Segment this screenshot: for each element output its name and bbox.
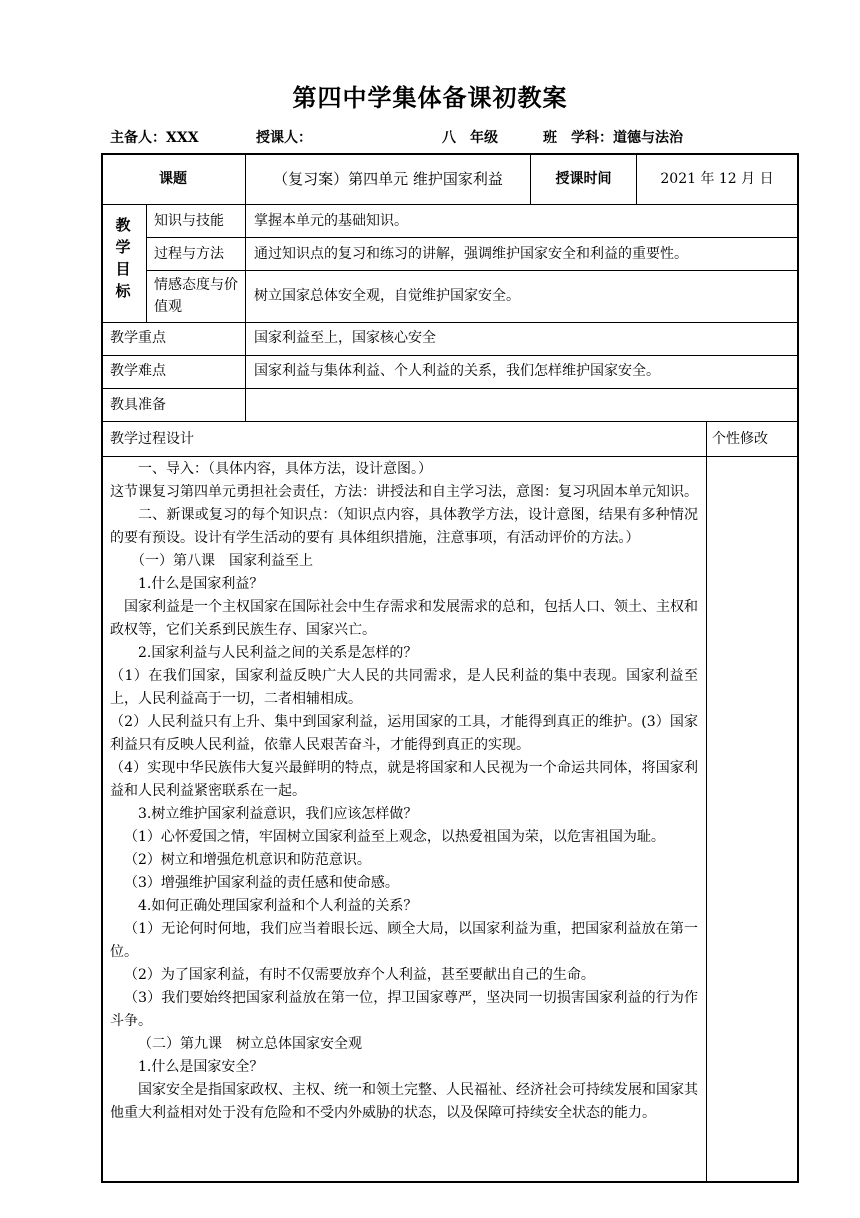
- subject-label: 班 学科：道德与法治: [543, 130, 683, 146]
- paragraph-intro-heading: 一、导入：（具体内容，具体方法，设计意图。）: [138, 461, 432, 477]
- paragraph-a3-1: （1）心怀爱国之情，牢固树立国家利益至上观念，以热爱祖国为荣，以危害祖国为耻。: [124, 829, 665, 845]
- paragraph-intro-text: 这节课复习第四单元勇担社会责任，方法：讲授法和自主学习法，意图：复习巩固本单元知识。: [110, 484, 698, 500]
- objectives-char-3: 目: [115, 260, 131, 278]
- knowledge-skill-value: 掌握本单元的基础知识。: [254, 213, 408, 229]
- process-body: [110, 458, 698, 1125]
- objectives-char-4: 标: [115, 282, 131, 300]
- paragraph-q4: 4.如何正确处理国家利益和个人利益的关系？: [138, 898, 418, 914]
- objectives-char-1: 教: [115, 216, 131, 234]
- paragraph-a1: 国家利益是一个主权国家在国际社会中生存需求和发展需求的总和，包括人口、领土、主权和政权等，它们关系到民族生存、国家兴亡。: [110, 599, 698, 638]
- teaching-difficulty-value: 国家利益与集体利益、个人利益的关系，我们怎样维护国家安全。: [254, 363, 660, 379]
- process-method-label: 过程与方法: [154, 246, 224, 262]
- paragraph-a5: 国家安全是指国家政权、主权、统一和领土完整、人民福祉、经济社会可持续发展和国家其他重大利益相对处于没有危险和不受内外威胁的状态，以及保障可持续安全状态的能力。: [110, 1082, 698, 1121]
- paragraph-a2-2: （2）人民利益只有上升、集中到国家利益，运用国家的工具，才能得到真正的维护。(3）国家利益只有反映人民利益，依靠人民艰苦奋斗，才能得到真正的实现。: [110, 714, 698, 753]
- teaching-focus-value: 国家利益至上，国家核心安全: [254, 330, 436, 346]
- teacher-label: 授课人：: [256, 130, 312, 146]
- personal-modify-label: 个性修改: [712, 431, 768, 447]
- page-title: 第四中学集体备课初教案: [292, 84, 568, 112]
- time-label: 授课时间: [555, 171, 612, 187]
- knowledge-skill-label: 知识与技能: [154, 213, 224, 229]
- paragraph-a4-1: （1）无论何时何地，我们应当着眼长远、顾全大局，以国家利益为重，把国家利益放在第一位。: [110, 921, 698, 960]
- paragraph-q3: 3.树立维护国家利益意识，我们应该怎样做？: [138, 806, 418, 822]
- teaching-difficulty-label: 教学难点: [110, 363, 166, 379]
- topic-value: （复习案）第四单元 维护国家利益: [273, 170, 503, 188]
- paragraph-q5: 1.什么是国家安全？: [138, 1059, 264, 1075]
- paragraph-a3-2: （2）树立和增强危机意识和防范意识。: [124, 852, 371, 868]
- paragraph-a2-4: （4）实现中华民族伟大复兴最鲜明的特点，就是将国家和人民视为一个命运共同体，将国家利益和人民利益紧密联系在一起。: [110, 760, 698, 799]
- paragraph-lesson9-title: （二）第九课 树立总体国家安全观: [138, 1036, 362, 1052]
- process-method-value: 通过知识点的复习和练习的讲解，强调维护国家安全和利益的重要性。: [254, 246, 688, 262]
- topic-label: 课题: [159, 171, 187, 187]
- emotion-attitude-label: 情感态度与价值观: [154, 277, 238, 315]
- paragraph-a2-1: （1）在我们国家，国家利益反映广大人民的共同需求，是人民利益的集中表现。国家利益至上，人民利益高于一切，二者相辅相成。: [110, 668, 698, 707]
- objectives-char-2: 学: [115, 238, 131, 256]
- paragraph-new-lesson-heading: 二、新课或复习的每个知识点：（知识点内容，具体教学方法，设计意图，结果有多种情况的要有预设。设计有学生活动的要有 具体组织措施，注意事项，有活动评价的方法。）: [110, 507, 698, 546]
- paragraph-lesson8-title: （一）第八课 国家利益至上: [131, 553, 313, 569]
- process-design-label: 教学过程设计: [110, 431, 194, 447]
- paragraph-a3-3: （3）增强维护国家利益的责任感和使命感。: [124, 875, 399, 891]
- paragraph-q2: 2.国家利益与人民利益之间的关系是怎样的？: [138, 645, 418, 661]
- paragraph-q1: 1.什么是国家利益？: [138, 576, 264, 592]
- paragraph-a4-3: （3）我们要始终把国家利益放在第一位，捍卫国家尊严，坚决同一切损害国家利益的行为作斗争。: [110, 990, 698, 1029]
- teaching-aids-label: 教具准备: [110, 397, 166, 413]
- preparer-label: 主备人：XXX: [110, 130, 199, 146]
- objectives-vertical-label: [103, 214, 143, 302]
- time-value: 2021 年 12 月 日: [660, 171, 774, 187]
- teaching-focus-label: 教学重点: [110, 330, 166, 346]
- paragraph-a4-2: （2）为了国家利益，有时不仅需要放弃个人利益，甚至要献出自己的生命。: [124, 967, 595, 983]
- emotion-attitude-value: 树立国家总体安全观，自觉维护国家安全。: [254, 288, 520, 304]
- grade-label: 八 年级: [442, 130, 498, 146]
